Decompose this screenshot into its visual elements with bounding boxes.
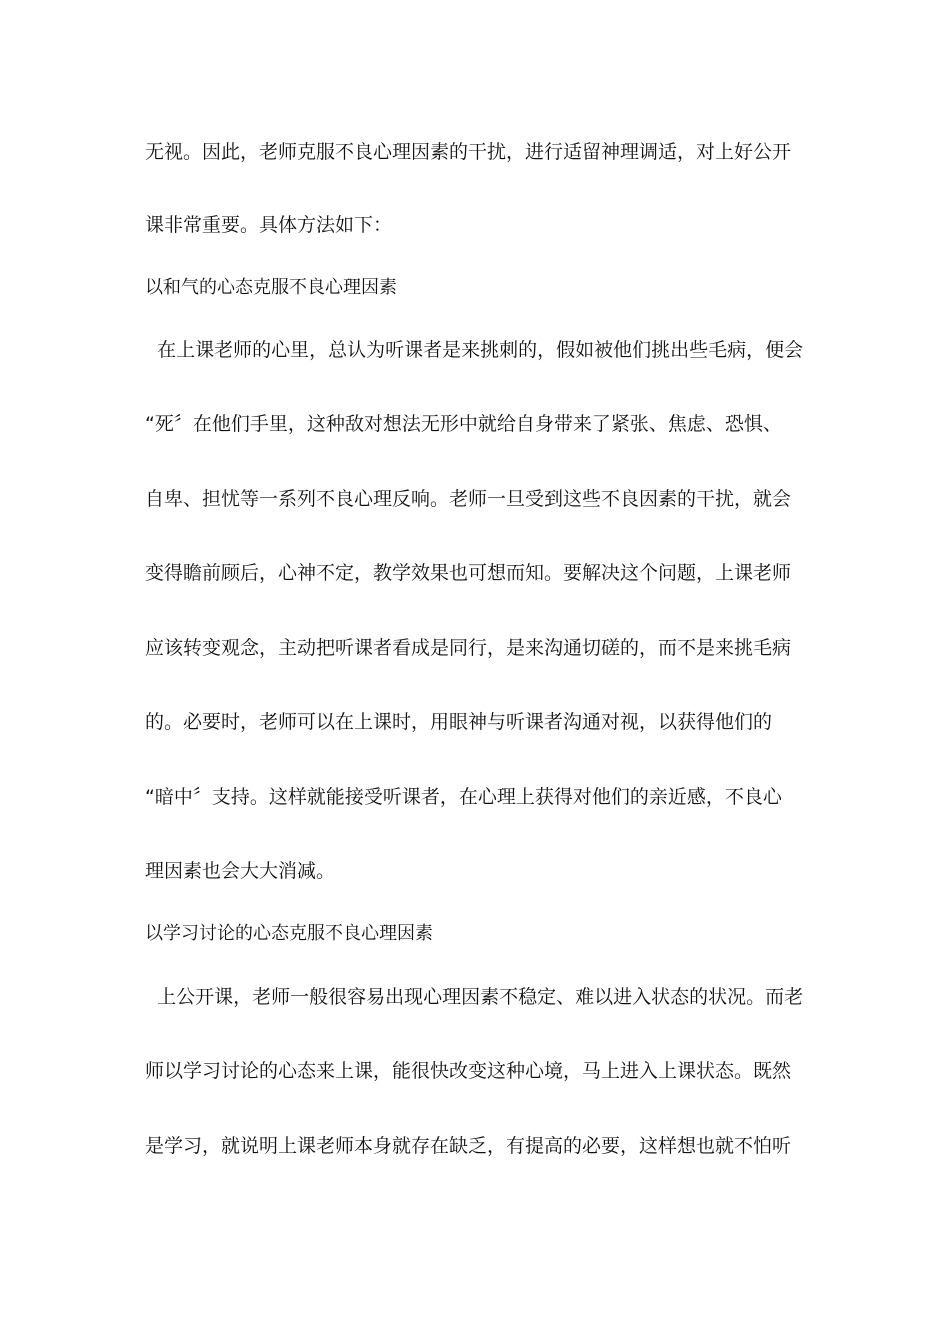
paragraph-line: 变得瞻前顾后，心神不定，教学效果也可想而知。要解决这个问题，上课老师 xyxy=(145,562,792,584)
section-heading: 以学习讨论的心态克服不良心理因素 xyxy=(145,923,433,944)
paragraph-line: 课非常重要。具体方法如下： xyxy=(145,214,393,236)
paragraph-line: 的。必要时，老师可以在上课时，用眼神与听课者沟通对视，以获得他们的 xyxy=(145,711,773,733)
paragraph-line: 理因素也会大大消减。 xyxy=(145,860,336,882)
paragraph-line: 在上课老师的心里，总认为听课者是来挑刺的，假如被他们挑出些毛病，便会 xyxy=(145,339,804,361)
paragraph-line: 自卑、担忧等一系列不良心理反响。老师一旦受到这些不良因素的干扰，就会 xyxy=(145,488,792,510)
paragraph-line: 是学习，就说明上课老师本身就存在缺乏，有提高的必要，这样想也就不怕听 xyxy=(145,1135,792,1157)
paragraph-line: 上公开课，老师一般很容易出现心理因素不稳定、难以进入状态的状况。而老 xyxy=(145,986,804,1008)
paragraph-line: “暗中〞支持。这样就能接受听课者，在心理上获得对他们的亲近感，不良心 xyxy=(145,786,782,808)
paragraph-line: 应该转变观念，主动把听课者看成是同行，是来沟通切磋的，而不是来挑毛病 xyxy=(145,637,792,659)
paragraph-line: “死〞在他们手里，这种敌对想法无形中就给自身带来了紧张、焦虑、恐惧、 xyxy=(145,413,782,435)
section-heading: 以和气的心态克服不良心理因素 xyxy=(145,277,397,298)
paragraph-line: 师以学习讨论的心态来上课，能很快改变这种心境，马上进入上课状态。既然 xyxy=(145,1060,792,1082)
paragraph-line: 无视。因此，老师克服不良心理因素的干扰，进行适留神理调适，对上好公开 xyxy=(145,141,792,163)
